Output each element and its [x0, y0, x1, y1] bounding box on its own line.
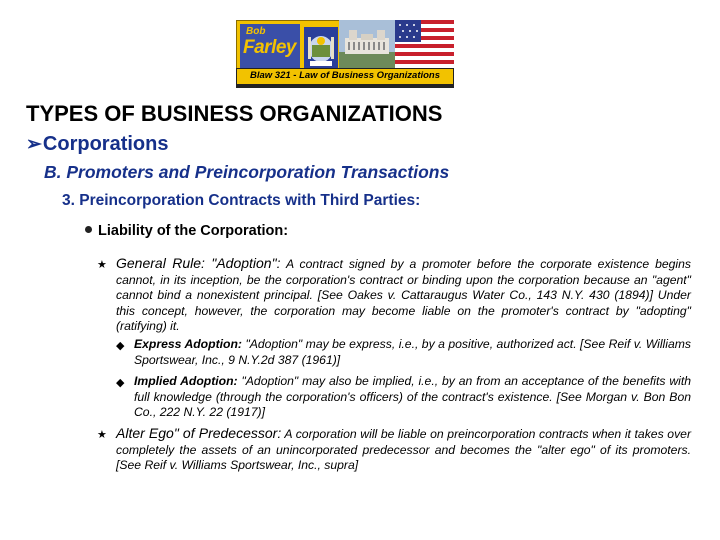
us-flag-image [395, 20, 454, 68]
express-adoption-text: "Adoption" may be express, i.e., by a positive, authorized act. [See Reif v. Williams Sportswear, Inc., 9 N.Y.2d 387 (1961)] [134, 337, 691, 367]
name-box [240, 24, 300, 68]
subsection-heading: B. Promoters and Preincorporation Transactions [44, 162, 450, 182]
implied-adoption-text: "Adoption" may also be implied, i.e., by an from an acceptance of the benefits with full knowledge (through the corporation's officers) of the contract's existence. [See Morgan v. Bon Bon Co., 222 N.Y. 22 (1917)] [134, 374, 691, 419]
express-adoption-lead: Express Adoption: [134, 337, 242, 351]
alter-ego-lead: Alter Ego" of Predecessor: [116, 425, 282, 441]
general-rule-item [116, 256, 691, 335]
section-label: Corporations [42, 133, 169, 155]
banner-first-name: Bob [246, 26, 266, 37]
diamond-bullet-icon: ◆ [116, 377, 125, 389]
state-seal-icon [304, 27, 338, 69]
diamond-bullet-icon: ◆ [116, 340, 125, 352]
page-title: TYPES OF BUSINESS ORGANIZATIONS [26, 101, 443, 126]
course-bar [236, 68, 454, 85]
implied-adoption-item [134, 374, 691, 421]
star-bullet-icon: ★ [97, 429, 107, 441]
course-banner [236, 20, 454, 90]
alter-ego-text: A corporation will be liable on preincorporation contracts when it takes over completely the assets of an unincorporated predecessor and becomes the "alter ego" of its promoters. [See Reif v. Williams Sportswear, Inc., supra] [116, 427, 692, 472]
section-heading [26, 133, 168, 156]
dot-bullet-icon [85, 226, 92, 233]
capitol-building-image [339, 20, 395, 68]
subtopic-heading [85, 223, 288, 239]
banner-divider [236, 85, 454, 88]
star-bullet-icon: ★ [97, 259, 107, 271]
implied-adoption-lead: Implied Adoption: [134, 374, 238, 388]
arrow-bullet-icon: ➢ [26, 134, 42, 155]
subtopic-label: Liability of the Corporation: [98, 223, 289, 239]
banner-last-name: Farley [243, 37, 296, 58]
course-title: Blaw 321 - Law of Business Organizations [249, 70, 441, 81]
express-adoption-item [134, 337, 691, 368]
alter-ego-item [116, 426, 691, 474]
general-rule-lead: General Rule: "Adoption": [116, 255, 281, 271]
topic-heading: 3. Preincorporation Contracts with Third Parties: [62, 192, 421, 209]
general-rule-text: A contract signed by a promoter before the corporate existence begins cannot, in its inception, be the corporation's contract or binding upon the corporation because an "agent" cannot bind a nonexistent principal. [See Oakes v. Cattaraugus Water Co., 143 N.Y. 430 (1894)] Under this concept, however, the corporation may become liable on the promoter's contract by "adopting" (ratifying) it. [116, 257, 692, 333]
